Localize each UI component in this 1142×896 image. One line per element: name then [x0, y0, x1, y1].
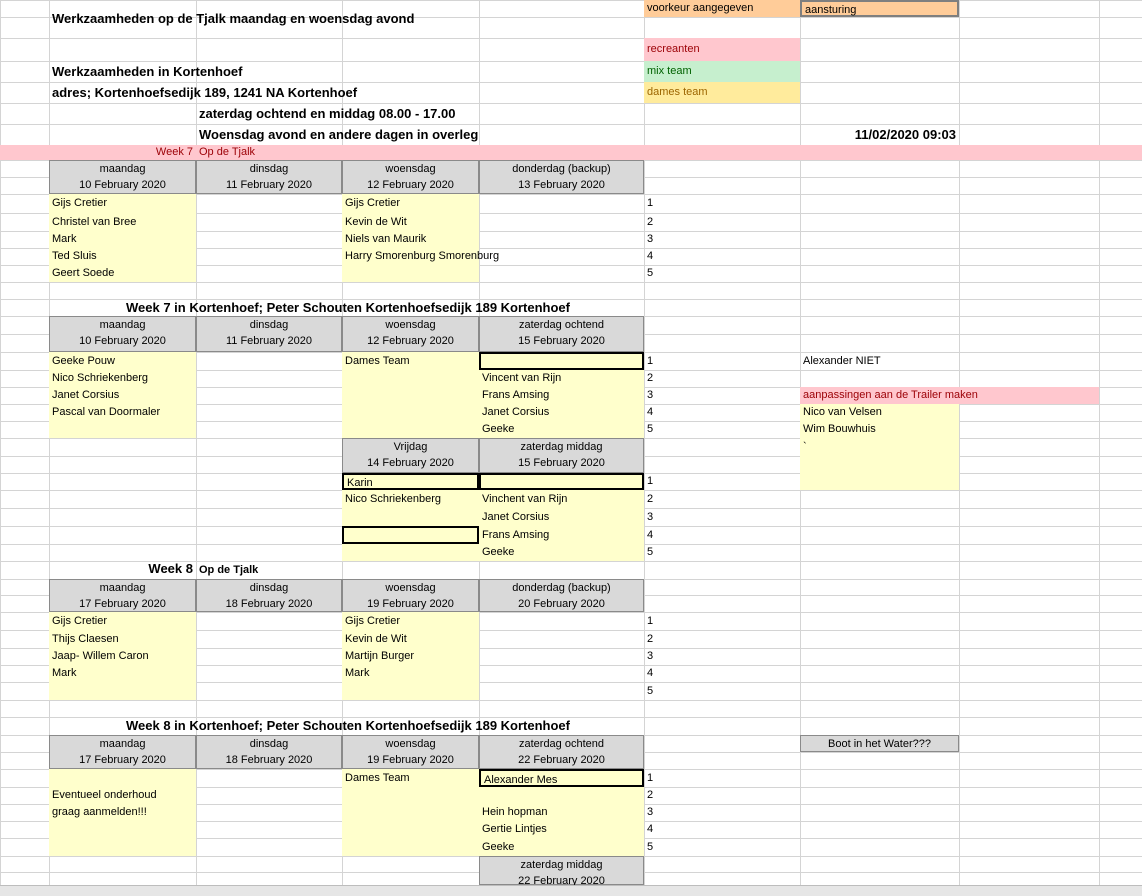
day-header[interactable]: [342, 316, 479, 352]
name-cell[interactable]: Janet Corsius: [49, 387, 196, 404]
sheet-tabs-bar: [0, 885, 1142, 896]
name-cell[interactable]: Dames Team: [342, 769, 479, 787]
day-name: maandag: [99, 738, 146, 750]
slot-number: 5: [647, 546, 654, 558]
day-header[interactable]: [49, 160, 196, 194]
name-cell[interactable]: [49, 821, 196, 838]
legend-dames[interactable]: dames team: [644, 82, 800, 103]
day-name: donderdag (backup): [512, 582, 611, 594]
day-name: dinsdag: [249, 582, 289, 594]
name-cell[interactable]: Thijs Claesen: [49, 630, 196, 648]
side-person[interactable]: Wim Bouwhuis: [800, 421, 959, 438]
day-header[interactable]: [49, 316, 196, 352]
name-cell[interactable]: [49, 421, 196, 438]
name-cell[interactable]: Gijs Cretier: [49, 194, 196, 213]
name-cell[interactable]: [49, 682, 196, 700]
day-date: 14 February 2020: [367, 457, 454, 469]
saturday-times: zaterdag ochtend en middag 08.00 - 17.00: [199, 106, 456, 121]
name-cell[interactable]: [479, 787, 644, 804]
name-cell[interactable]: graag aanmelden!!!: [49, 804, 196, 821]
slot-number: 4: [647, 529, 654, 541]
name-cell[interactable]: [342, 526, 479, 544]
day-header[interactable]: [479, 160, 644, 194]
day-date: 20 February 2020: [518, 598, 605, 610]
name-cell[interactable]: [479, 473, 644, 490]
day-header[interactable]: [196, 579, 342, 612]
day-name: dinsdag: [249, 319, 289, 331]
name-cell[interactable]: Dames Team: [342, 352, 479, 370]
day-date: 15 February 2020: [518, 335, 605, 347]
name-cell[interactable]: [342, 370, 479, 387]
name-cell[interactable]: Karin: [342, 473, 479, 490]
day-date: 18 February 2020: [225, 598, 313, 610]
name-cell[interactable]: [342, 421, 479, 438]
slot-number: 3: [647, 233, 654, 245]
day-header[interactable]: [479, 438, 644, 473]
slot-number: 2: [647, 216, 654, 228]
week8-sub: Op de Tjalk: [199, 564, 259, 576]
day-name: zaterdag ochtend: [518, 738, 604, 750]
slot-number: 2: [647, 372, 654, 384]
day-date: 19 February 2020: [367, 598, 454, 610]
week7-label: Week 7: [155, 146, 193, 158]
slot-number: 1: [647, 355, 654, 367]
day-header[interactable]: [342, 160, 479, 194]
day-header[interactable]: [342, 438, 479, 473]
name-cell[interactable]: Pascal van Doormaler: [49, 404, 196, 421]
slot-number: 4: [647, 823, 654, 835]
name-cell[interactable]: [342, 508, 479, 526]
name-cell[interactable]: Kevin de Wit: [342, 213, 479, 231]
slot-number: 2: [647, 493, 654, 505]
day-name: woensdag: [385, 319, 436, 331]
slot-number: 5: [647, 267, 654, 279]
day-header[interactable]: [49, 579, 196, 612]
name-cell[interactable]: [49, 838, 196, 856]
name-cell[interactable]: Geeke: [479, 838, 644, 856]
day-date: 11 February 2020: [225, 335, 313, 347]
slot-number: 5: [647, 423, 654, 435]
name-cell[interactable]: Geeke: [479, 421, 644, 438]
slot-number: 1: [647, 615, 654, 627]
name-cell[interactable]: [342, 682, 479, 700]
day-name: donderdag (backup): [512, 163, 611, 175]
slot-number: 2: [647, 633, 654, 645]
selected-cell[interactable]: Alexander Mes: [479, 769, 644, 787]
day-name: zaterdag middag: [520, 441, 603, 453]
name-cell[interactable]: [342, 387, 479, 404]
selected-cell[interactable]: [479, 352, 644, 370]
name-cell[interactable]: Kevin de Wit: [342, 630, 479, 648]
name-cell[interactable]: [342, 804, 479, 821]
trailer-note[interactable]: aanpassingen aan de Trailer maken: [800, 387, 1099, 404]
day-date: 12 February 2020: [367, 335, 454, 347]
day-header[interactable]: [479, 316, 644, 352]
name-cell[interactable]: [342, 404, 479, 421]
day-header[interactable]: [479, 735, 644, 769]
day-name: maandag: [99, 163, 146, 175]
sheet-title: Werkzaamheden op de Tjalk maandag en woensdag avond: [52, 11, 415, 26]
kortenhoef-title: Werkzaamheden in Kortenhoef: [52, 64, 243, 79]
day-name: woensdag: [385, 582, 436, 594]
day-date: 17 February 2020: [79, 754, 166, 766]
name-cell[interactable]: [342, 265, 479, 282]
day-name: zaterdag ochtend: [518, 319, 604, 331]
name-cell[interactable]: Jaap- Willem Caron: [49, 648, 196, 665]
day-name: maandag: [99, 582, 146, 594]
legend-mix[interactable]: mix team: [644, 61, 800, 82]
name-cell[interactable]: Hein hopman: [479, 804, 644, 821]
slot-number: 5: [647, 685, 654, 697]
day-header[interactable]: [196, 316, 342, 352]
name-cell[interactable]: Eventueel onderhoud: [49, 787, 196, 804]
day-name: Vrijdag: [393, 441, 428, 453]
day-date: 18 February 2020: [225, 754, 313, 766]
day-name: dinsdag: [249, 738, 289, 750]
day-header[interactable]: [342, 579, 479, 612]
wednesday-note: Woensdag avond en andere dagen in overleg: [199, 127, 479, 142]
slot-number: 4: [647, 667, 654, 679]
name-cell[interactable]: [49, 769, 196, 787]
day-date: 15 February 2020: [518, 457, 605, 469]
side-person[interactable]: [800, 473, 959, 490]
name-cell[interactable]: Niels van Maurik: [342, 231, 479, 248]
slot-number: 3: [647, 650, 654, 662]
day-date: 13 February 2020: [518, 179, 605, 191]
name-cell[interactable]: Vinchent van Rijn: [479, 490, 644, 508]
name-cell[interactable]: Christel van Bree: [49, 213, 196, 231]
name-cell[interactable]: [342, 544, 479, 561]
name-cell[interactable]: Frans Amsing: [479, 526, 644, 544]
side-note-alexander[interactable]: Alexander NIET: [803, 355, 881, 367]
week7-sub: Op de Tjalk: [199, 146, 256, 158]
legend-voorkeur[interactable]: voorkeur aangegeven: [644, 0, 800, 17]
boot-note[interactable]: Boot in het Water???: [800, 735, 959, 752]
day-date: 10 February 2020: [79, 335, 166, 347]
name-cell[interactable]: Gertie Lintjes: [479, 821, 644, 838]
week8-label: Week 8: [148, 561, 193, 576]
address: adres; Kortenhoefsedijk 189, 1241 NA Kortenhoef: [52, 85, 358, 100]
name-cell[interactable]: Mark: [342, 665, 479, 682]
slot-number: 4: [647, 406, 654, 418]
day-header[interactable]: [479, 579, 644, 612]
timestamp: 11/02/2020 09:03: [854, 127, 956, 142]
slot-number: 1: [647, 772, 654, 784]
name-cell[interactable]: Mark: [49, 665, 196, 682]
name-cell[interactable]: Gijs Cretier: [342, 612, 479, 630]
day-header[interactable]: [196, 735, 342, 769]
slot-number: 5: [647, 841, 654, 853]
week7-kortenhoef-title: Week 7 in Kortenhoef; Peter Schouten Kortenhoefsedijk 189 Kortenhoef: [125, 300, 570, 315]
day-name: woensdag: [385, 163, 436, 175]
slot-number: 2: [647, 789, 654, 801]
slot-number: 1: [647, 197, 654, 209]
name-cell[interactable]: [342, 787, 479, 804]
name-cell[interactable]: [342, 821, 479, 838]
name-cell[interactable]: Geeke Pouw: [49, 352, 196, 370]
slot-number: 4: [647, 250, 654, 262]
day-name: maandag: [99, 319, 146, 331]
side-person[interactable]: `: [800, 438, 959, 456]
name-cell[interactable]: Harry Smorenburg Smorenburg: [342, 248, 479, 265]
name-cell[interactable]: Martijn Burger: [342, 648, 479, 665]
legend-recreanten[interactable]: recreanten: [644, 38, 800, 61]
slot-number: 1: [647, 475, 654, 487]
side-person[interactable]: [800, 456, 959, 473]
side-person[interactable]: Nico van Velsen: [800, 404, 959, 421]
name-cell[interactable]: Ted Sluis: [49, 248, 196, 265]
slot-number: 3: [647, 389, 654, 401]
name-cell[interactable]: Geert Soede: [49, 265, 196, 282]
name-cell[interactable]: Mark: [49, 231, 196, 248]
name-cell[interactable]: Janet Corsius: [479, 404, 644, 421]
day-date: 22 February 2020: [518, 754, 605, 766]
name-cell[interactable]: Nico Schriekenberg: [49, 370, 196, 387]
slot-number: 3: [647, 806, 654, 818]
day-date: 22 February 2020: [518, 875, 605, 885]
day-name: zaterdag middag: [520, 859, 603, 871]
day-header[interactable]: [479, 856, 644, 885]
name-cell[interactable]: Nico Schriekenberg: [342, 490, 479, 508]
day-header[interactable]: [196, 160, 342, 194]
day-date: 11 February 2020: [225, 179, 313, 191]
day-date: 17 February 2020: [79, 598, 166, 610]
name-cell[interactable]: [342, 838, 479, 856]
legend-aansturing[interactable]: aansturing: [800, 0, 959, 17]
day-date: 12 February 2020: [367, 179, 454, 191]
name-cell[interactable]: Gijs Cretier: [49, 612, 196, 630]
slot-number: 3: [647, 511, 654, 523]
name-cell[interactable]: Frans Amsing: [479, 387, 644, 404]
name-cell[interactable]: Janet Corsius: [479, 508, 644, 526]
name-cell[interactable]: Gijs Cretier: [342, 194, 479, 213]
day-name: woensdag: [385, 738, 436, 750]
day-header[interactable]: [342, 735, 479, 769]
day-date: 10 February 2020: [79, 179, 166, 191]
day-header[interactable]: [49, 735, 196, 769]
name-cell[interactable]: Vincent van Rijn: [479, 370, 644, 387]
week8-kortenhoef-title: Week 8 in Kortenhoef; Peter Schouten Kortenhoefsedijk 189 Kortenhoef: [125, 718, 570, 733]
day-date: 19 February 2020: [367, 754, 454, 766]
name-cell[interactable]: Geeke: [479, 544, 644, 561]
day-name: dinsdag: [249, 163, 289, 175]
